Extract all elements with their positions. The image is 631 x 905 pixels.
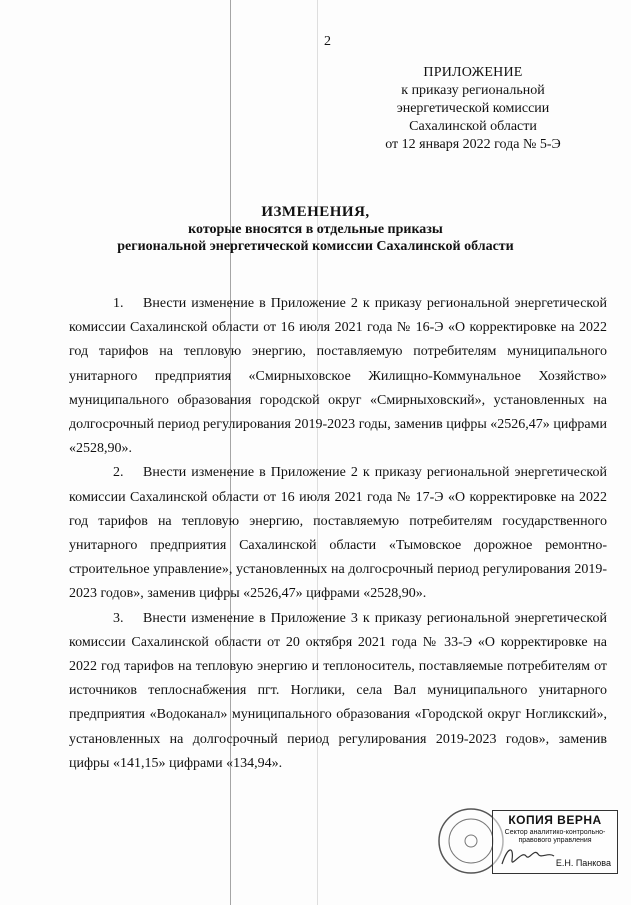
page-number: 2 xyxy=(324,34,331,49)
paragraph-text: Внести изменение в Приложение 2 к приказу региональной энергетической комиссии Сахалинской области от 16 июля 2021 года № 17-Э «О корректировке на 2022 год тарифов на тепловую энергию, поставляемую потребителям государственного унитарного предприятия Сахалинской области «Тымовское дорожное ремонтно-строительное управление», установленных на долгосрочный период регулирования 2019-2023 годов», заменив цифры «2526,47» цифрами «2528,90». xyxy=(69,465,607,602)
paragraph-number: 2. xyxy=(113,465,124,481)
paragraph xyxy=(69,292,607,461)
appendix-line: Сахалинской области xyxy=(409,119,537,134)
appendix-line: энергетической комиссии xyxy=(396,101,550,116)
paragraph-number: 3. xyxy=(113,610,124,626)
appendix-date: от 12 января 2022 года № 5-Э xyxy=(385,137,561,152)
appendix-title: ПРИЛОЖЕНИЕ xyxy=(423,65,523,80)
document-title: ИЗМЕНЕНИЯ, xyxy=(261,204,370,220)
document-body xyxy=(69,292,607,776)
document-title-block xyxy=(0,203,631,255)
signature-icon xyxy=(498,842,558,870)
paragraph-text: Внести изменение в Приложение 2 к приказу региональной энергетической комиссии Сахалинской области от 16 июля 2021 года № 16-Э «О корректировке на 2022 год тарифов на тепловую энергию, поставляемую потребителям муниципального унитарного предприятия «Смирныховское Жилищно-Коммунальное Хозяйство» муниципального образования городской округ «Смирныховский», установленных на долгосрочный период регулирования 2019-2023 годы, заменив цифры «2526,47» цифрами «2528,90». xyxy=(69,296,607,457)
document-subtitle: которые вносятся в отдельные приказы xyxy=(188,222,443,237)
stamp-signer: Е.Н. Панкова xyxy=(555,858,611,868)
paragraph xyxy=(69,607,607,776)
stamp-department: Сектор аналитико-контрольно-правового управления xyxy=(504,829,606,844)
paragraph-number: 1. xyxy=(113,296,124,311)
paragraph xyxy=(69,461,607,606)
paragraph-text: Внести изменение в Приложение 3 к приказу региональной энергетической комиссии Сахалинской области от 20 октября 2021 года № 33-Э «О корректировке на 2022 год тарифов на тепловую энергию и теплоноситель, поставляемые потребителям от источников теплоснабжения пгт. Ноглики, села Вал муниципального унитарного предприятия «Водоканал» муниципального образования «Городской округ Ногликский», установленных на долгосрочный период регулирования 2019-2023 годов», заменив цифры «141,15» цифрами «134,94». xyxy=(69,610,607,771)
appendix-line: к приказу региональной xyxy=(401,83,545,98)
stamp-title: КОПИЯ ВЕРНА xyxy=(508,813,602,827)
certification-stamp xyxy=(436,806,616,874)
appendix-header xyxy=(343,64,603,154)
document-subtitle: региональной энергетической комиссии Сахалинской области xyxy=(117,239,514,254)
